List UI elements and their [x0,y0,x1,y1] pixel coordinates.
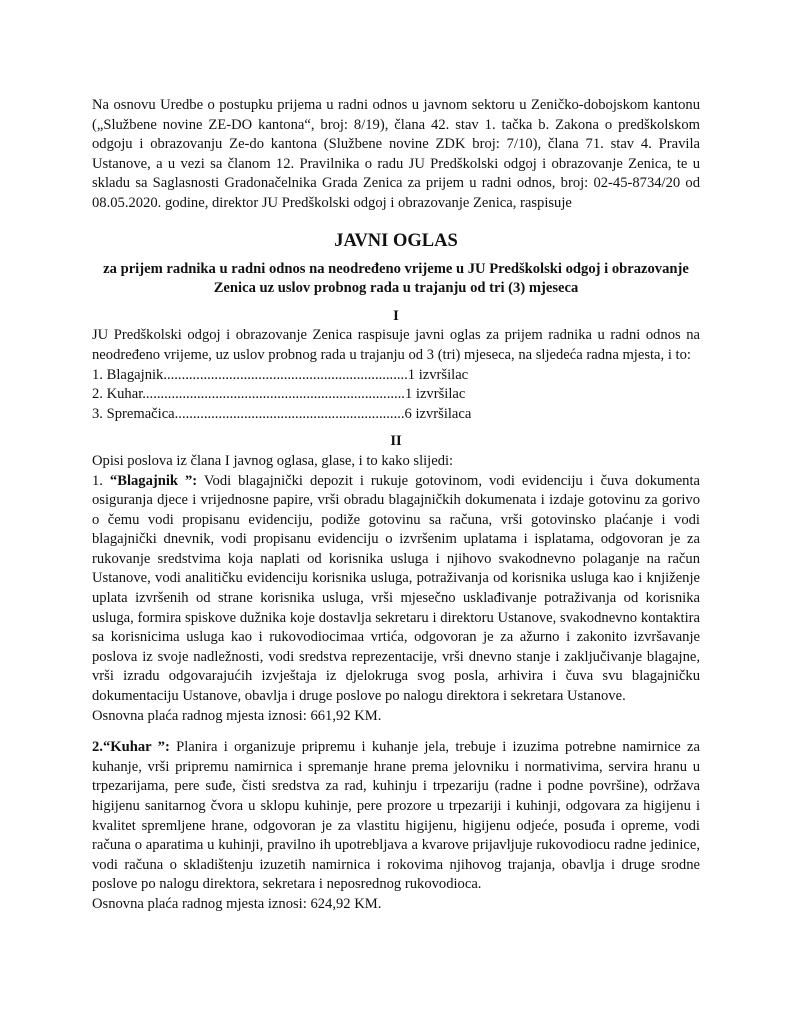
job-description-kuhar [92,738,700,895]
document-page [92,96,700,915]
job-salary: Osnovna plaća radnog mjesta iznosi: 661,92 KM. [92,707,382,724]
job-number: 1. [92,472,110,489]
position-item: 3. Spremačica...............................................................6 izvršilaca [92,405,472,422]
job-salary: Osnovna plaća radnog mjesta iznosi: 624,92 KM. [92,895,382,912]
job-description-text: Vodi blagajnički depozit i rukuje gotovinom, vodi evidenciju i čuva dokumenta osiguranja djece i vrijednosne papire, vrši obradu blagajničkih dokumenata i izdaje gotovinu za gorivo o čemu vodi propisanu evidenciju, podiže gotovinu sa računa, vrši gotovinsko plaćanje i vodi blagajnički dnevnik, vodi propisanu evidenciju o izvršenim uplatama i isplatama, odgovoran je za rukovanje sredstvima koja naplati od korisnika usluga i njihovo svakodnevno polaganje na račun Ustanove, vodi analitičku evidenciju korisnika usluga, potraživanja od korisnika usluga kao i knjiženje uplata izvršenih od strane korisnika usluga, vrši mjesečno usklađivanje potraživanja od korisnika usluga, formira spiskove dužnika koje dostavlja sekretaru i direktoru Ustanove, svakodnevno kontaktira sa korisnicima usluga kao i rukovodiocimaa vrtića, odgovoran je za ažurno i zakonito izvršavanje poslova iz svoje nadležnosti, vodi sredstva reprezentacije, vrši dnevno stanje i zaključivanje blagajne, vrši izradu odgovarajućih izvještaja iz djelokruga svog posla, arhivira i čuva svu blagajničku dokumentaciju Ustanove, obavlja i druge poslove po nalogu direktora i sekretara Ustanove. [92,472,701,705]
spacer [92,726,700,738]
section-1-text: JU Predškolski odgoj i obrazovanje Zenica raspisuje javni oglas za prijem radnika u radni odnos na neodređeno vrijeme, uz uslov probnog rada u trajanju od 3 (tri) mjeseca, na sljedeća radna mjesta, i to: [92,327,700,363]
document-subtitle: za prijem radnika u radni odnos na neodređeno vrijeme u JU Predškolski odgoj i obrazovanje Zenica uz uslov probnog rada u trajanju od tri (3) mjeseca [103,260,689,297]
position-item: 1. Blagajnik...................................................................1 izvršilac [92,366,469,383]
positions-list [92,366,700,425]
document-title: JAVNI OGLAS [334,230,458,251]
section-heading-2: II [390,433,402,450]
section-2-intro: Opisi poslova iz člana I javnog oglasa, glase, i to kako slijedi: [92,452,454,469]
job-description-text: Planira i organizuje pripremu i kuhanje jela, trebuje i izuzima potrebne namirnice za kuhanje, vrši pripremu namirnica i spremanje hrane prema jelovniku i normativima, servira hranu u trpezarijama, pere suđe, čisti sredstva za rad, kuhinju i trpezariju (radne i podne površine), održava higijenu sanitarnog čvora u sklopu kuhinje, pere prozore u trpezariji i kuhinji, odgovara za higijenu i kvalitet spremljene hrane, odgovoran je za vlastitu higijenu, higijenu odjeće, posuđa i opreme, vodi računa o aparatima u kuhinji, pravilno ih upotrebljava a kvarove prijavljuje rukovodiocu radne jedinice, vodi računa o skladištenju izuzetih namirnica i rokovima njihovog trajanja, obavlja i druge srodne poslove po nalogu direktora, sekretara i neposrednog rukovodioca. [92,739,700,893]
position-item: 2. Kuhar........................................................................1 izvršilac [92,386,466,403]
job-name: “Blagajnik ”: [109,472,198,489]
job-number: 2. [92,739,103,756]
job-description-blagajnik [92,472,700,707]
intro-paragraph: Na osnovu Uredbe o postupku prijema u radni odnos u javnom sektoru u Zeničko-dobojskom kantonu („Službene novine ZE-DO kantona“, broj: 8/19), člana 42. stav 1. tačka b. Zakona o predškolskom odgoju i obrazovanju Ze-do kantona (Službene novine ZDK broj: 7/10), člana 71. stav 4. Pravila Ustanove, a u vezi sa članom 12. Pravilnika o radu JU Predškolski odgoj i obrazovanje Zenica, te u skladu sa Saglasnosti Gradonačelnika Grada Zenica za prijem u radni odnos, broj: 02-45-8734/20 od 08.05.2020. godine, direktor JU Predškolski odgoj i obrazovanje Zenica, raspisuje [92,97,700,211]
section-heading-1: I [393,307,399,324]
job-name: “Kuhar ”: [102,739,170,756]
